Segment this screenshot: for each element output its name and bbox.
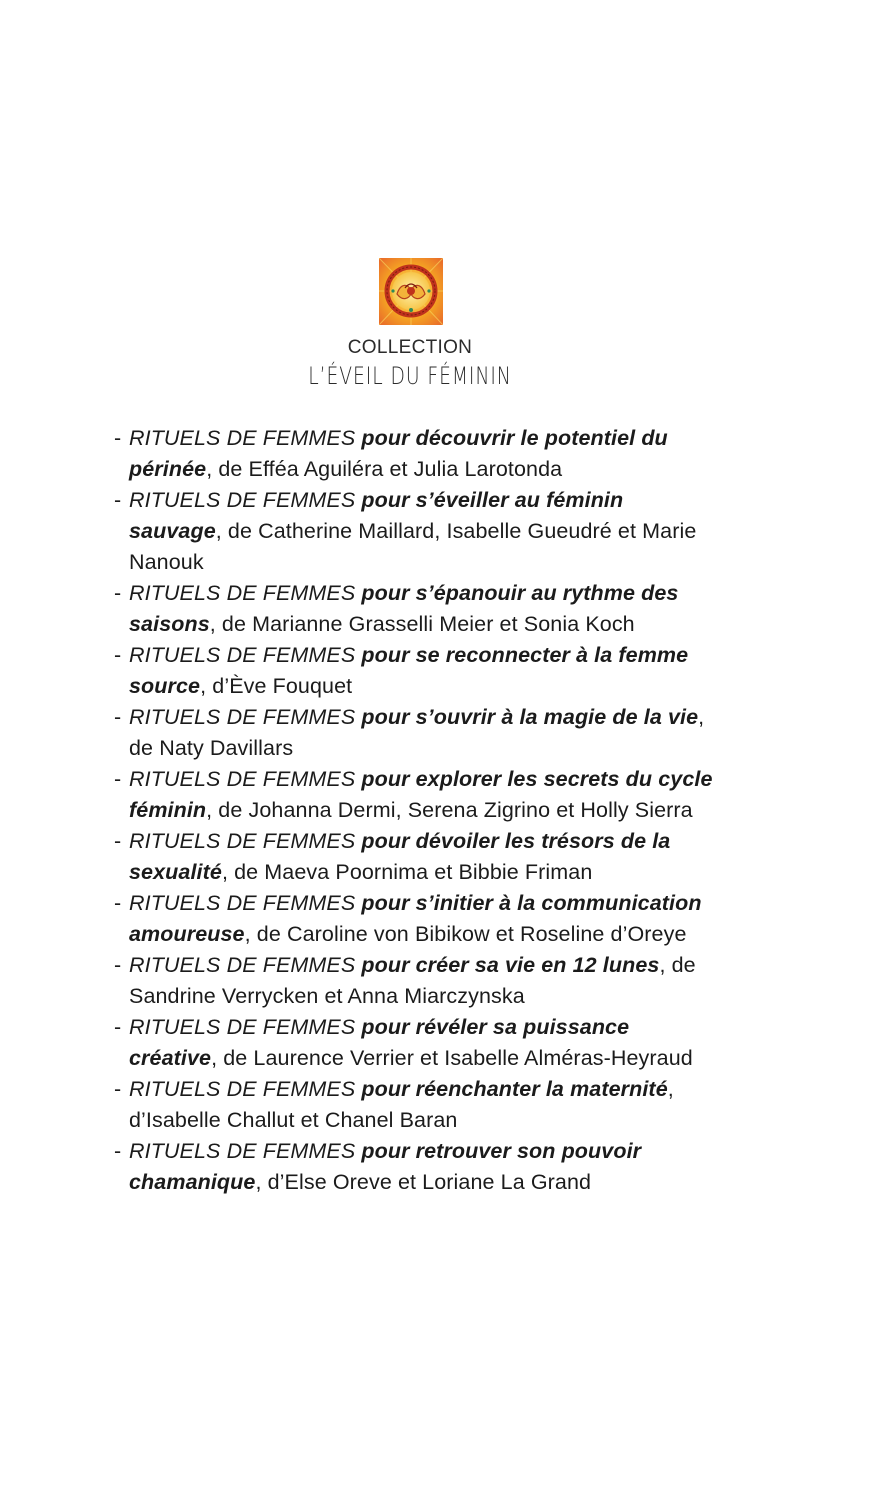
list-bullet: - — [114, 891, 122, 915]
collection-label: COLLECTION — [347, 337, 473, 358]
book-series-title: RITUELS DE FEMMES — [129, 643, 356, 667]
book-series-title: RITUELS DE FEMMES — [129, 767, 356, 791]
book-subtitle: pour découvrir le potentiel du périnée — [129, 426, 668, 481]
list-item — [114, 702, 714, 764]
book-authors: , de Caroline von Bibikow et Roseline d’Oreye — [244, 922, 687, 946]
list-item — [114, 764, 714, 826]
book-subtitle: pour s’ouvrir à la magie de la vie — [355, 705, 699, 729]
list-bullet: - — [114, 829, 122, 853]
book-series-title: RITUELS DE FEMMES — [129, 488, 356, 512]
book-series-title: RITUELS DE FEMMES — [129, 705, 356, 729]
list-bullet: - — [114, 426, 122, 450]
book-authors: , d’Else Oreve et Loriane La Grand — [255, 1170, 592, 1194]
book-subtitle: pour s’initier à la communication amoureuse — [129, 891, 702, 946]
list-bullet: - — [114, 1139, 122, 1163]
book-authors: , de Laurence Verrier et Isabelle Alméras-Heyraud — [211, 1046, 693, 1070]
book-authors: , de Marianne Grasselli Meier et Sonia Koch — [209, 612, 635, 636]
book-authors: , de Sandrine Verrycken et Anna Miarczynska — [129, 953, 696, 1008]
list-bullet: - — [114, 705, 122, 729]
list-item — [114, 1136, 714, 1198]
book-authors: , d’Isabelle Challut et Chanel Baran — [129, 1077, 674, 1132]
list-item — [114, 950, 714, 1012]
list-bullet: - — [114, 581, 122, 605]
book-subtitle: pour dévoiler les trésors de la sexualité — [129, 829, 671, 884]
list-item — [114, 423, 714, 485]
book-subtitle: pour créer sa vie en 12 lunes — [355, 953, 660, 977]
book-subtitle: pour révéler sa puissance créative — [129, 1015, 630, 1070]
collection-title: L’ÉVEIL DU FÉMININ — [308, 362, 512, 390]
list-bullet: - — [114, 1077, 122, 1101]
book-authors: , de Johanna Dermi, Serena Zigrino et Holly Sierra — [206, 798, 693, 822]
book-subtitle: pour s’épanouir au rythme des saisons — [129, 581, 679, 636]
book-series-title: RITUELS DE FEMMES — [129, 581, 356, 605]
book-series-title: RITUELS DE FEMMES — [129, 953, 356, 977]
list-bullet: - — [114, 1015, 122, 1039]
book-authors: , de Catherine Maillard, Isabelle Gueudré et Marie Nanouk — [129, 519, 697, 574]
list-item — [114, 1012, 714, 1074]
book-authors: , de Naty Davillars — [129, 705, 705, 760]
list-item — [114, 485, 714, 578]
list-bullet: - — [114, 643, 122, 667]
list-item — [114, 888, 714, 950]
book-series-title: RITUELS DE FEMMES — [129, 1015, 356, 1039]
book-authors: , d’Ève Fouquet — [200, 674, 353, 698]
book-series-title: RITUELS DE FEMMES — [129, 829, 356, 853]
book-authors: , de Efféa Aguiléra et Julia Larotonda — [206, 457, 563, 481]
book-subtitle: pour se reconnecter à la femme source — [129, 643, 689, 698]
list-bullet: - — [114, 488, 122, 512]
book-subtitle: pour explorer les secrets du cycle féminin — [129, 767, 713, 822]
book-series-title: RITUELS DE FEMMES — [129, 1139, 356, 1163]
list-bullet: - — [114, 767, 122, 791]
book-authors: , de Maeva Poornima et Bibbie Friman — [221, 860, 593, 884]
book-series-title: RITUELS DE FEMMES — [129, 1077, 356, 1101]
book-series-title: RITUELS DE FEMMES — [129, 891, 356, 915]
list-bullet: - — [114, 953, 122, 977]
list-item — [114, 578, 714, 640]
book-subtitle: pour réenchanter la maternité — [355, 1077, 668, 1101]
list-item — [114, 826, 714, 888]
mandala-logo-icon — [379, 258, 443, 325]
book-list — [114, 423, 714, 1198]
book-subtitle: pour retrouver son pouvoir chamanique — [129, 1139, 642, 1194]
list-item — [114, 640, 714, 702]
book-subtitle: pour s’éveiller au féminin sauvage — [129, 488, 624, 543]
list-item — [114, 1074, 714, 1136]
book-series-title: RITUELS DE FEMMES — [129, 426, 356, 450]
